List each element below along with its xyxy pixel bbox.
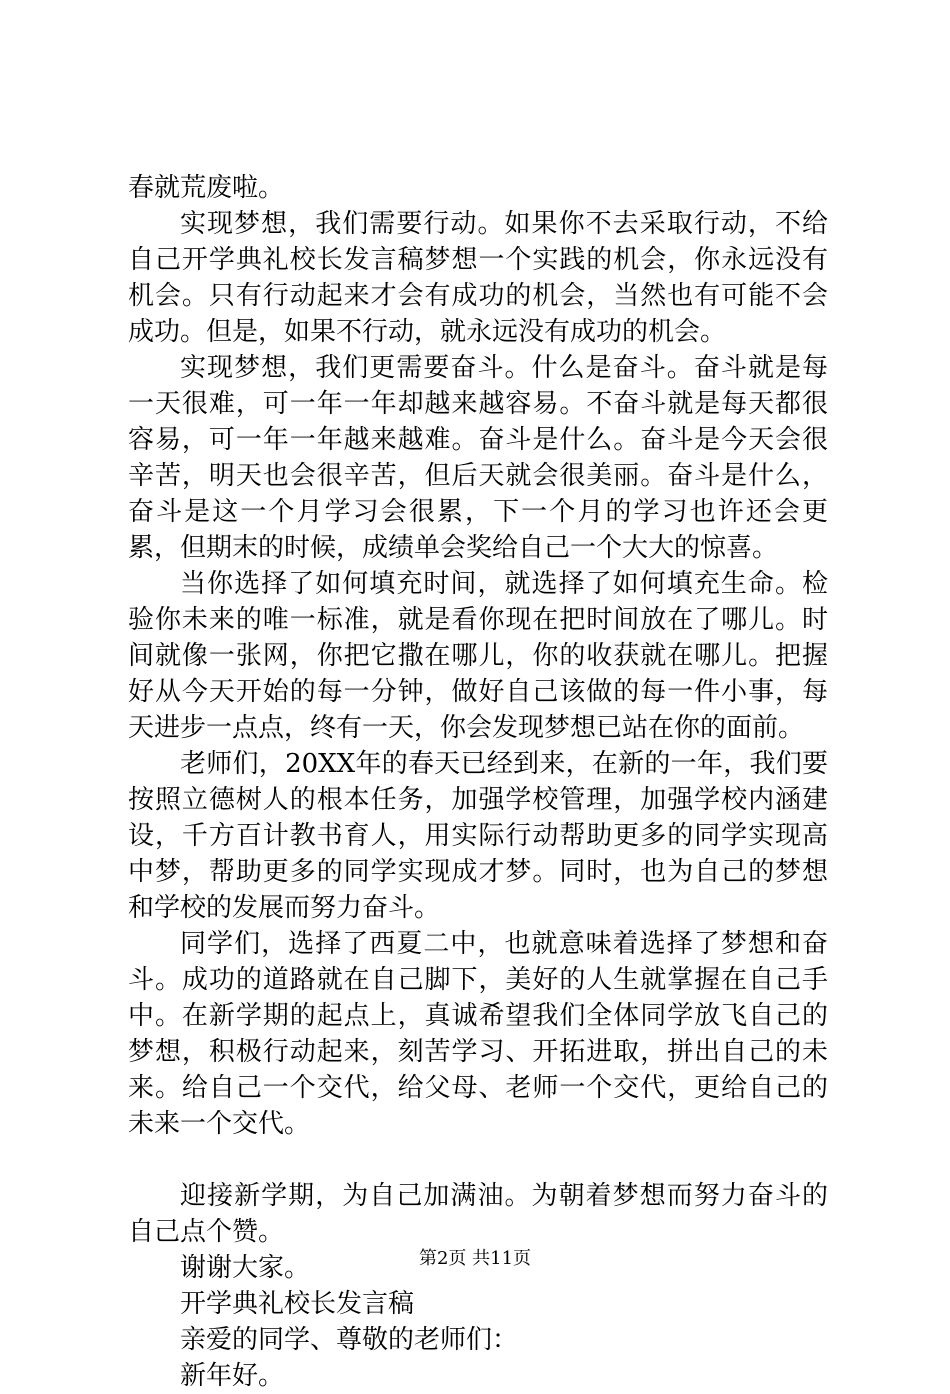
paragraph-3: 实现梦想，我们更需要奋斗。什么是奋斗。奋斗就是每一天很难，可一年一年却越来越容易。不奋斗就是每天都很容易，可一年一年越来越难。奋斗是什么。奋斗是今天会很辛苦，明天也会很辛苦，但后天就会很美丽。奋斗是什么，奋斗是这一个月学习会很累，下一个月的学习也许还会更累，但期末的时候，成绩单会奖给自己一个大大的惊喜。 <box>128 353 828 563</box>
paragraph-2: 实现梦想，我们需要行动。如果你不去采取行动，不给自己开学典礼校长发言稿梦想一个实践的机会，你永远没有机会。只有行动起来才会有成功的机会，当然也有可能不会成功。但是，如果不行动，就永远没有成功的机会。 <box>128 209 828 347</box>
closing-title: 开学典礼校长发言稿 <box>180 1289 415 1319</box>
page-number-footer: 第2页 共11页 <box>418 1248 532 1269</box>
paragraph-1: 春就荒废啦。 <box>128 173 285 203</box>
closing-salutation: 亲爱的同学、尊敬的老师们： <box>180 1325 519 1355</box>
paragraph-4: 当你选择了如何填充时间，就选择了如何填充生命。检验你未来的唯一标准，就是看你现在把时间放在了哪儿。时间就像一张网，你把它撒在哪儿，你的收获就在哪儿。把握好从今天开始的每一分钟，做好自己该做的每一件小事，每天进步一点点，终有一天，你会发现梦想已站在你的面前。 <box>128 569 828 743</box>
paragraph-7: 迎接新学期，为自己加满油。为朝着梦想而努力奋斗的自己点个赞。 <box>128 1181 828 1247</box>
paragraph-5: 老师们，20XX年的春天已经到来，在新的一年，我们要按照立德树人的根本任务，加强学校管理，加强学校内涵建设，千方百计教书育人，用实际行动帮助更多的同学实现高中梦，帮助更多的同学实现成才梦。同时，也为自己的梦想和学校的发展而努力奋斗。 <box>128 749 828 923</box>
document-body <box>128 170 828 1394</box>
paragraph-6: 同学们，选择了西夏二中，也就意味着选择了梦想和奋斗。成功的道路就在自己脚下，美好的人生就掌握在自己手中。在新学期的起点上，真诚希望我们全体同学放飞自己的梦想，积极行动起来，刻苦学习、开拓进取，拼出自己的未来。给自己一个交代，给父母、老师一个交代，更给自己的未来一个交代。 <box>128 929 828 1139</box>
closing-greeting: 新年好。 <box>180 1361 285 1391</box>
closing-thanks: 谢谢大家。 <box>180 1253 311 1283</box>
